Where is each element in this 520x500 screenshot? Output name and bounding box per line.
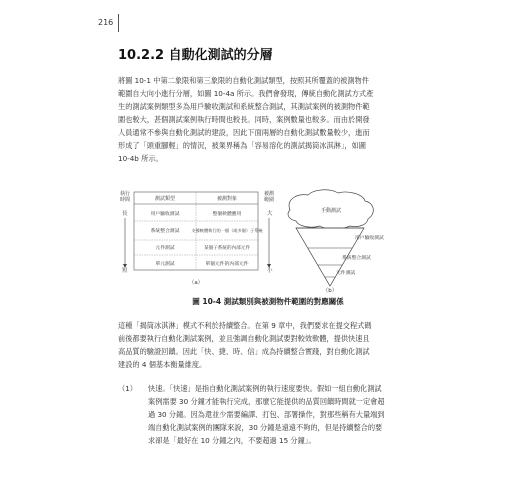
paragraph-line: 圍也較大，甚個測試案例執行時間也較長。同時，案例數量也較多。而由於開發 xyxy=(118,115,370,124)
table-header-type: 測試類型 xyxy=(154,196,176,202)
cone-label-uat: 用戶驗收測試 xyxy=(355,236,384,241)
label-big: 大 xyxy=(267,211,273,217)
paragraph-line: 生的測試案例類型多為用戶驗收測試和系統整合測試，其測試案例的被測物件範 xyxy=(118,102,370,111)
paragraph-line: 前後都要執行自動化測試案例，並且強調自動化測試要對較效軟體，提供快速且 xyxy=(118,334,370,343)
table-cell-object: 單個元件的內部元件 xyxy=(205,262,249,267)
paragraph-intro xyxy=(118,74,418,165)
table-cell-object: 某個子系統的內部元件 xyxy=(204,246,250,251)
paragraph-line: 建設的 4 個基本衡量維度。 xyxy=(118,360,207,369)
list-marker: （1） xyxy=(118,384,137,393)
table-cell-type: 用戶驗收測試 xyxy=(150,212,180,217)
paragraph-line: 形成了「頭重腳輕」的情況，被業界稱為「容易溶化的測試揭筒冰淇淋」，如圖 xyxy=(118,141,366,150)
cone-label-component: 元件測試 xyxy=(336,271,356,276)
label-short: 短 xyxy=(122,268,128,274)
paragraph-line: 範圍自大向小進行分層，如圖 10-4a 所示。我們會發現，傳統自動化測試方式產 xyxy=(118,89,374,98)
section-title: 10.2.2 自動化測試的分層 xyxy=(118,48,273,63)
label-small: 小 xyxy=(267,268,273,274)
axis-scope-bottom: 範圍 xyxy=(264,197,275,203)
figure-svg xyxy=(118,188,418,293)
paragraph-line: 高品質的驗證回饋。因此「快、捷、時、信」成為持續整合實踐，對自動化測試 xyxy=(118,347,370,356)
paragraph-line: 這種「揭筒冰淇淋」模式不利於持續整合。在第 9 章中，我們要求在提交程式碼 xyxy=(118,321,372,330)
paragraph-line: 人員通常不參與自動化測試的建設，因此下面兩層的自動化測試數量較少，進而 xyxy=(118,128,370,137)
figure-b-label: （b） xyxy=(322,288,338,293)
paragraph-line: 快速。「快速」是指自動化測試案例的執行速度要快。假如一組自動化測試 xyxy=(148,384,382,393)
paragraph-line: 端自動化測試案例的團隊來說，30 分鐘是遠遠不夠的，但是持續整合的要 xyxy=(148,423,383,432)
table-cell-type: 系統整合測試 xyxy=(150,229,180,234)
table-header-object: 被測對象 xyxy=(216,196,238,202)
axis-scope-top: 被測 xyxy=(264,191,275,197)
axis-exec-time-top: 執行 xyxy=(120,191,131,197)
paragraph-line: 10-4b 所示。 xyxy=(118,154,163,163)
table-cell-type: 元件測試 xyxy=(155,246,175,251)
figure-a-label: （a） xyxy=(188,280,204,286)
paragraph-line: 將圖 10-1 中第二象限和第三象限的自動化測試類型，按照其所覆蓋的被測物件 xyxy=(118,76,369,85)
table-cell-object: 支撐軟體執行的一個（或多個）子系統 xyxy=(191,228,263,233)
list-body xyxy=(148,382,418,447)
axis-exec-time-bottom: 時間 xyxy=(120,197,131,203)
table-cell-object: 整個軟體應用 xyxy=(212,212,242,217)
cloud-label: 手動測試 xyxy=(320,208,342,214)
cone-label-sit: 系統整合測試 xyxy=(342,256,371,261)
table-cell-type: 單元測試 xyxy=(155,262,175,267)
page-number: 216 xyxy=(98,18,114,27)
header-rule xyxy=(118,14,119,32)
paragraph-line: 案例需要 30 分鐘才能執行完成，那麼它能提供的品質回饋時間就一定會超 xyxy=(148,397,385,406)
figure-10-4 xyxy=(118,188,418,293)
figure-caption: 圖 10-4 測試類別與被測物件範圍的對應關係 xyxy=(192,297,344,306)
paragraph-line: 過 30 分鐘。因為還並少需要編譯、打包、部署操作，對那些稱有大量端到 xyxy=(148,410,385,419)
label-long: 長 xyxy=(122,211,128,217)
paragraph-line: 求卻是「最好在 10 分鐘之內，不要超過 15 分鐘」。 xyxy=(148,436,316,445)
paragraph-integration xyxy=(118,319,418,371)
